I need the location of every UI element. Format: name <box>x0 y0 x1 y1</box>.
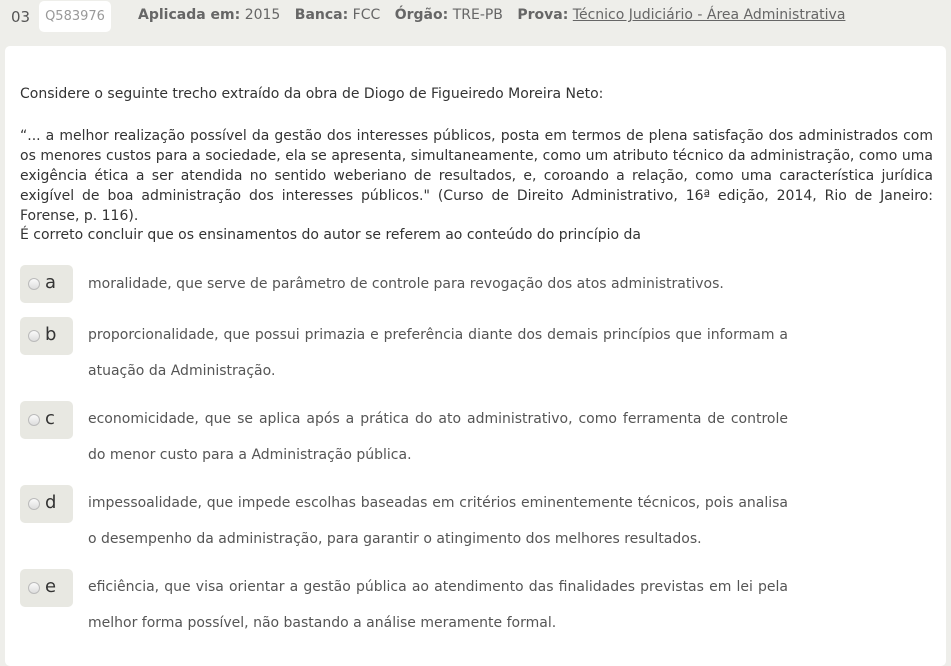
option-a-button[interactable] <box>20 265 73 303</box>
option-letter: a <box>45 272 57 293</box>
radio-icon[interactable] <box>28 278 40 290</box>
option-d-button[interactable] <box>20 485 73 523</box>
radio-icon[interactable] <box>28 330 40 342</box>
option-letter: e <box>45 576 57 597</box>
radio-icon[interactable] <box>28 582 40 594</box>
option-a-text[interactable]: moralidade, que serve de parâmetro de controle para revogação dos atos administrativos. <box>88 276 724 292</box>
organ-value: TRE-PB <box>452 7 503 23</box>
question-intro: Considere o seguinte trecho extraído da obra de Diogo de Figueiredo Moreira Neto: <box>20 86 604 102</box>
option-c-text[interactable]: economicidade, que se aplica após a prática do ato administrativo, como ferramenta de controle do menor custo para a Administração pública. <box>88 411 788 463</box>
organ-label: Órgão: <box>394 7 449 23</box>
option-e-text[interactable]: eficiência, que visa orientar a gestão pública ao atendimento das finalidades previstas em lei pela melhor forma possível, não bastando a análise meramente formal. <box>88 579 788 631</box>
question-header <box>0 0 951 40</box>
option-letter: d <box>45 492 57 513</box>
option-letter: c <box>45 408 55 429</box>
exam-label: Prova: <box>517 7 569 23</box>
bank-value: FCC <box>352 7 381 23</box>
question-meta <box>138 7 845 23</box>
option-b-button[interactable] <box>20 317 73 355</box>
option-d-text[interactable]: impessoalidade, que impede escolhas baseadas em critérios eminentemente técnicos, pois analisa o desempenho da administração, para garantir o atingimento dos melhores resultados. <box>88 495 788 547</box>
option-letter: b <box>45 324 57 345</box>
option-e-button[interactable] <box>20 569 73 607</box>
applied-value: 2015 <box>244 7 281 23</box>
exam-link[interactable]: Técnico Judiciário - Área Administrativa <box>572 7 846 23</box>
applied-label: Aplicada em: <box>138 7 241 23</box>
option-b-text[interactable]: proporcionalidade, que possui primazia e preferência diante dos demais princípios que informam a atuação da Administração. <box>88 327 788 379</box>
option-c-button[interactable] <box>20 401 73 439</box>
question-id-badge[interactable]: Q583976 <box>39 1 111 32</box>
question-quote: “... a melhor realização possível da gestão dos interesses públicos, posta em termos de plena satisfação dos administrados com os menores custos para a sociedade, ela se apresenta, simultaneamente, como um atributo técnico da administração, como uma exigência ética a ser atendida no sentido weberiano de resultados, e, coroando a relação, como uma característica jurídica exigível de boa administração dos interesses públicos." (Curso de Direito Administrativo, 16ª edição, 2014, Rio de Janeiro: Forense, p. 116). <box>20 128 933 224</box>
radio-icon[interactable] <box>28 498 40 510</box>
radio-icon[interactable] <box>28 414 40 426</box>
question-number: 03 <box>11 8 31 26</box>
bank-label: Banca: <box>294 7 349 23</box>
question-stem: É correto concluir que os ensinamentos do autor se referem ao conteúdo do princípio da <box>20 227 641 243</box>
